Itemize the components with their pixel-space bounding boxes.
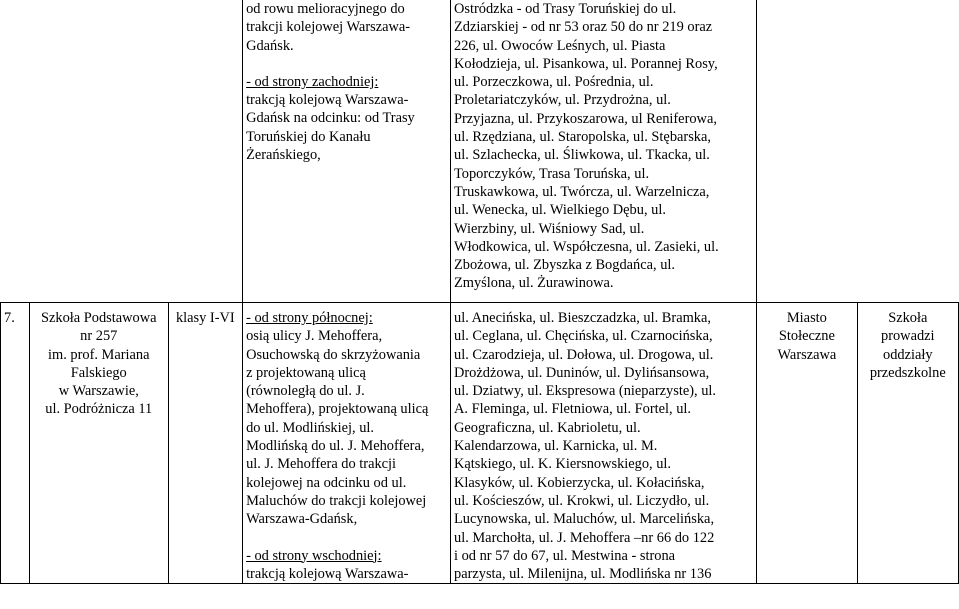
- text-line: Drożdżowa, ul. Duninów, ul. Dylińsansowa,: [454, 364, 710, 381]
- text-line: - od strony północnej:: [246, 310, 373, 326]
- grades-label: klasy I-VI: [175, 310, 235, 326]
- text-line: Ostródzka - od Trasy Toruńskiej do ul.: [454, 1, 677, 17]
- empty-cell: [757, 0, 857, 303]
- text-line: Maluchów do trakcji kolejowej: [246, 492, 427, 509]
- text-line: przedszkolne: [869, 364, 946, 381]
- text-line: Stołeczne: [778, 328, 835, 345]
- text-line: Gdańsk.: [246, 37, 294, 54]
- text-line: [246, 55, 447, 73]
- text-line: i od nr 57 do 67, ul. Mestwina - strona: [454, 547, 676, 564]
- boundary-cell: [243, 0, 451, 303]
- text-line: Kątskiego, ul. K. Kiersnowskiego, ul.: [454, 456, 672, 473]
- text-line: trakcji kolejowej Warszawa-: [246, 19, 411, 36]
- text-line: ul. Podróżnicza 11: [45, 401, 153, 418]
- boundary-text: [246, 0, 447, 164]
- text-line: w Warszawie,: [58, 383, 139, 400]
- text-line: ul. Czarodzieja, ul. Dołowa, ul. Drogowa, ul.: [454, 346, 714, 363]
- grades-cell: [168, 303, 242, 584]
- streets-text: [454, 0, 753, 293]
- authority-name: [760, 309, 853, 364]
- text-line: Truskawkowa, ul. Twórcza, ul. Warzelnicza,: [454, 183, 710, 200]
- text-line: ul. Marchołta, ul. J. Mehoffera –nr 66 do 122: [454, 529, 715, 546]
- authority-cell: [757, 303, 857, 584]
- row-number-cell: [1, 303, 30, 584]
- text-line: Kalendarzowa, ul. Karnicka, ul. M.: [454, 438, 658, 455]
- text-line: ul. J. Mehoffera do trakcji: [246, 456, 397, 473]
- text-line: Klasyków, ul. Kobierzycka, ul. Kołacińska,: [454, 474, 705, 491]
- text-line: Falskiego: [70, 364, 127, 381]
- text-line: ul. Kościeszów, ul. Krokwi, ul. Liczydło, ul.: [454, 492, 710, 509]
- text-line: oddziały: [883, 346, 933, 363]
- text-line: ul. Ceglana, ul. Chęcińska, ul. Czarnocińska,: [454, 328, 713, 345]
- text-line: [246, 529, 447, 547]
- empty-cell: [857, 0, 958, 303]
- text-line: kolejowej na odcinku od ul.: [246, 474, 407, 491]
- text-line: Żerańskiego,: [246, 147, 321, 164]
- text-line: Gdańsk na odcinku: od Trasy: [246, 110, 415, 127]
- text-line: Lucynowska, ul. Maluchów, ul. Marcelińska,: [454, 511, 715, 528]
- empty-cell: [29, 0, 168, 303]
- text-line: Kołodzieja, ul. Pisankowa, ul. Porannej Rosy,: [454, 55, 718, 72]
- text-line: ul. Rzędziana, ul. Staropolska, ul. Stębarska,: [454, 129, 711, 146]
- text-line: Zmyślona, ul. Żurawinowa.: [454, 275, 614, 292]
- school-type: [861, 309, 955, 382]
- text-line: Mehoffera), projektowaną ulicą: [246, 401, 429, 418]
- text-line: trakcją kolejową Warszawa-: [246, 565, 409, 582]
- text-line: Miasto: [786, 310, 827, 326]
- streets-text: [454, 309, 753, 583]
- text-line: osią ulicy J. Mehoffera,: [246, 328, 383, 345]
- text-line: 226, ul. Owoców Leśnych, ul. Piasta: [454, 37, 666, 54]
- text-line: parzysta, ul. Milenijna, ul. Modlińska nr 136: [454, 566, 712, 583]
- text-line: Warszawa: [777, 346, 837, 363]
- text-line: z projektowaną ulicą: [246, 364, 366, 381]
- school-cell: [29, 303, 168, 584]
- text-line: Szkoła Podstawowa: [41, 310, 157, 326]
- streets-cell: [451, 0, 757, 303]
- table-row: [1, 0, 959, 303]
- boundary-cell: [243, 303, 451, 584]
- text-line: prowadzi: [881, 328, 935, 345]
- text-line: trakcją kolejową Warszawa-: [246, 92, 409, 109]
- text-line: ul. Wenecka, ul. Wielkiego Dębu, ul.: [454, 202, 666, 219]
- text-line: Zbożowa, ul. Zbyszka z Bogdańca, ul.: [454, 257, 675, 274]
- empty-cell: [168, 0, 242, 303]
- text-line: Przyjazna, ul. Przykoszarowa, ul Reniferowa,: [454, 110, 717, 127]
- text-line: ul. Dziatwy, ul. Ekspresowa (nieparzyste), ul.: [454, 383, 717, 400]
- text-line: Toporczyków, Trasa Toruńska, ul.: [454, 165, 650, 182]
- school-name: [33, 309, 165, 419]
- text-line: A. Fleminga, ul. Fletniowa, ul. Fortel, ul.: [454, 401, 692, 418]
- text-line: Szkoła: [888, 310, 928, 326]
- text-line: Zdziarskiej - od nr 53 oraz 50 do nr 219 oraz: [454, 19, 713, 36]
- text-line: Osuchowską do skrzyżowania: [246, 346, 421, 363]
- text-line: Modlińską do ul. J. Mehoffera,: [246, 438, 425, 455]
- text-line: ul. Anecińska, ul. Bieszczadzka, ul. Bramka,: [454, 310, 711, 326]
- text-line: do ul. Modlińskiej, ul.: [246, 419, 374, 436]
- text-line: Toruńskiej do Kanału: [246, 128, 371, 145]
- text-line: (równoległą do ul. J.: [246, 383, 365, 400]
- table-row: [1, 303, 959, 584]
- text-line: Włodkowica, ul. Współczesna, ul. Zasieki, ul.: [454, 238, 719, 255]
- school-type-cell: [857, 303, 958, 584]
- streets-cell: [451, 303, 757, 584]
- text-line: ul. Szlachecka, ul. Śliwkowa, ul. Tkacka, ul.: [454, 147, 710, 164]
- text-line: nr 257: [80, 328, 118, 345]
- row-number: 7.: [4, 310, 15, 326]
- boundary-text: [246, 309, 447, 583]
- text-line: - od strony wschodniej:: [246, 547, 382, 564]
- text-line: - od strony zachodniej:: [246, 73, 379, 90]
- text-line: Proletariatczyków, ul. Przydrożna, ul.: [454, 92, 671, 109]
- text-line: od rowu melioracyjnego do: [246, 1, 405, 17]
- text-line: ul. Porzeczkowa, ul. Pośrednia, ul.: [454, 74, 654, 91]
- text-line: Geograficzna, ul. Kabrioletu, ul.: [454, 419, 641, 436]
- text-line: Wierzbiny, ul. Wiśniowy Sad, ul.: [454, 220, 645, 237]
- empty-cell: [1, 0, 30, 303]
- text-line: im. prof. Mariana: [48, 346, 150, 363]
- text-line: Warszawa-Gdańsk,: [246, 511, 358, 528]
